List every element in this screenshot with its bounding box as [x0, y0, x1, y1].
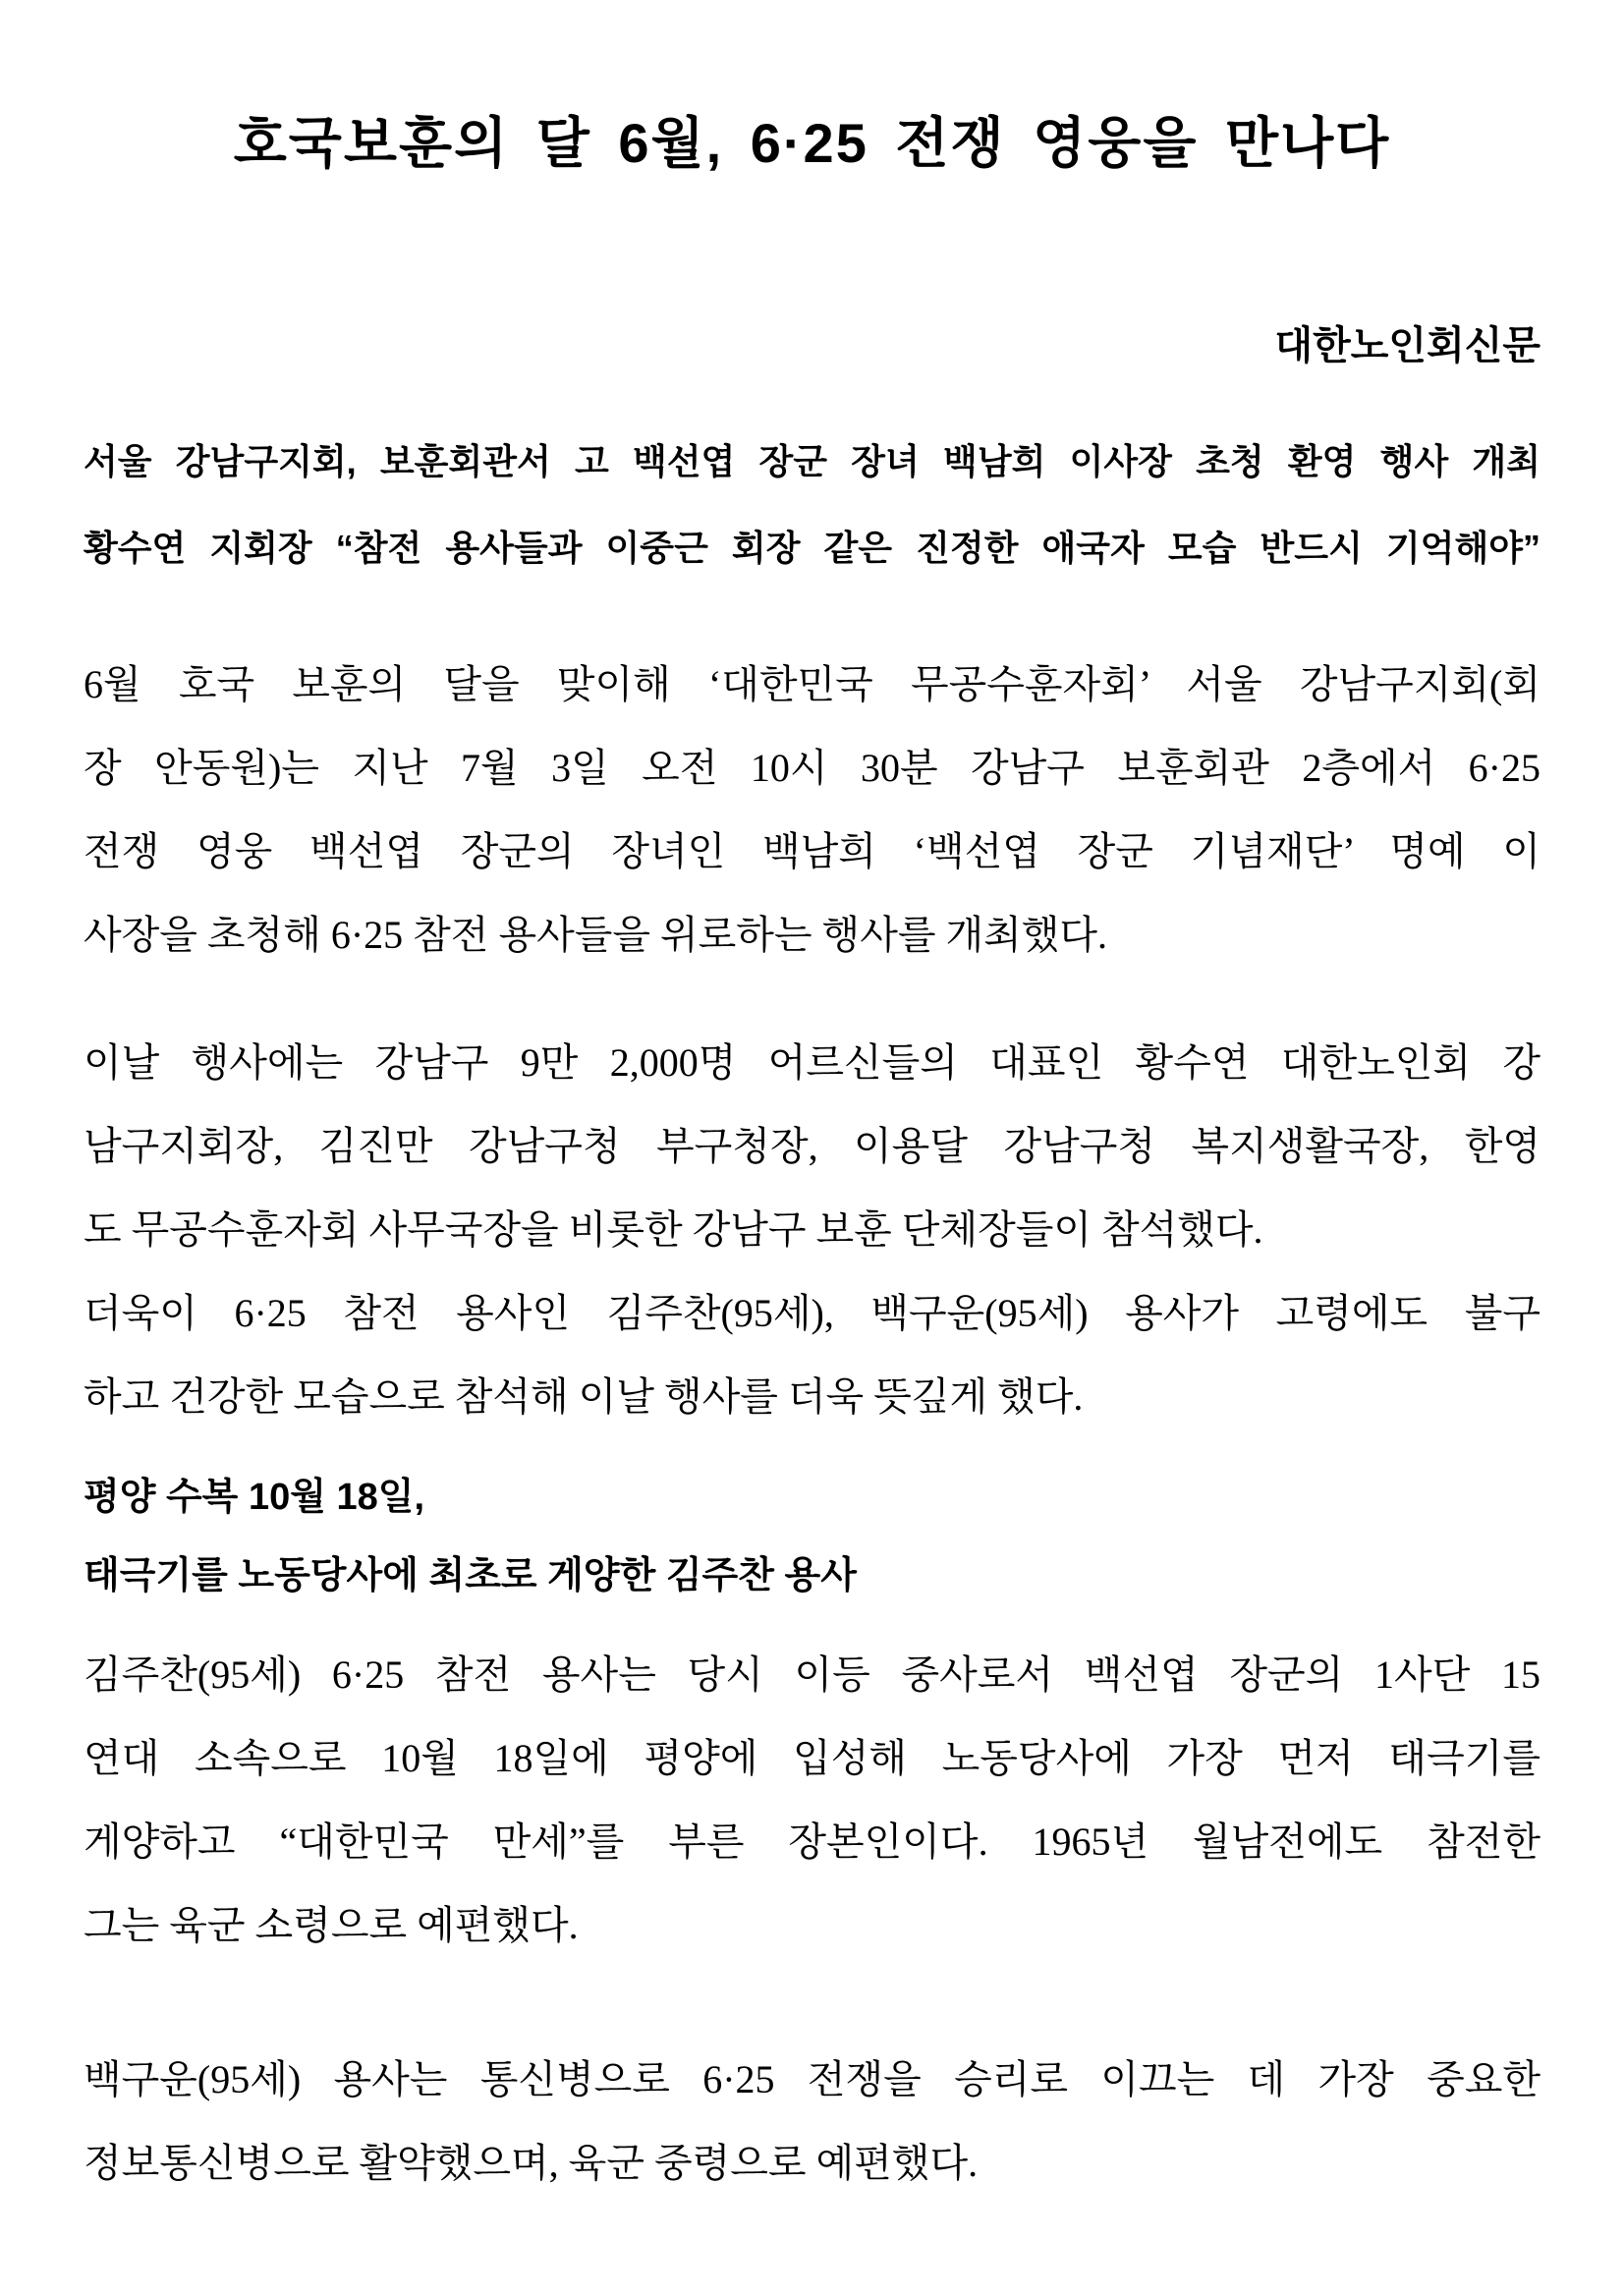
- paragraph-3: [84, 1271, 1540, 1438]
- body-line: 사장을 초청해 6·25 참전 용사들을 위로하는 행사를 개최했다.: [84, 913, 1108, 957]
- body-line: 백구운(95세) 용사는 통신병으로 6·25 전쟁을 승리로 이끄는 데 가장 중요한: [84, 2057, 1540, 2101]
- section-heading-line: 태극기를 노동당사에 최초로 게양한 김주찬 용사: [84, 1555, 857, 1596]
- newspaper-name: 대한노인회신문: [1274, 323, 1540, 367]
- lead-summary: [84, 419, 1540, 591]
- body-line: 더욱이 6·25 참전 용사인 김주찬(95세), 백구운(95세) 용사가 고령에도 불구: [84, 1291, 1540, 1335]
- body-line: 하고 건강한 모습으로 참석해 이날 행사를 더욱 뜻깊게 했다.: [84, 1374, 1084, 1419]
- lead-line: 서울 강남구지회, 보훈회관서 고 백선엽 장군 장녀 백남희 이사장 초청 환영 행사 개최: [84, 441, 1540, 481]
- body-line: 6월 호국 보훈의 달을 맞이해 ‘대한민국 무공수훈자회’ 서울 강남구지회(회: [84, 662, 1540, 706]
- article-title: 호국보훈의 달 6월, 6·25 전쟁 영웅을 만나다: [233, 112, 1391, 174]
- body-line: 전쟁 영웅 백선엽 장군의 장녀인 백남희 ‘백선엽 장군 기념재단’ 명예 이: [84, 829, 1540, 873]
- body-line: 연대 소속으로 10월 18일에 평양에 입성해 노동당사에 가장 먼저 태극기를: [84, 1736, 1540, 1780]
- body-line: 그는 육군 소령으로 예편했다.: [84, 1903, 579, 1947]
- paragraph-4: [84, 1633, 1540, 1967]
- lead-line: 황수연 지회장 “참전 용사들과 이중근 회장 같은 진정한 애국자 모습 반드시 기억해야”: [84, 528, 1540, 568]
- paragraph-2: [84, 1021, 1540, 1271]
- paragraph-5: [84, 2038, 1540, 2205]
- body-line: 도 무공수훈자회 사무국장을 비롯한 강남구 보훈 단체장들이 참석했다.: [84, 1207, 1263, 1252]
- body-line: 남구지회장, 김진만 강남구청 부구청장, 이용달 강남구청 복지생활국장, 한영: [84, 1124, 1540, 1168]
- body-line: 정보통신병으로 활약했으며, 육군 중령으로 예편했다.: [84, 2141, 979, 2185]
- section-heading: [84, 1458, 1540, 1615]
- body-line: 김주찬(95세) 6·25 참전 용사는 당시 이등 중사로서 백선엽 장군의 1사단 15: [84, 1652, 1540, 1697]
- body-line: 이날 행사에는 강남구 9만 2,000명 어르신들의 대표인 황수연 대한노인회 강: [84, 1040, 1540, 1085]
- body-line: 게양하고 “대한민국 만세”를 부른 장본인이다. 1965년 월남전에도 참전한: [84, 1819, 1540, 1864]
- section-heading-line: 평양 수복 10월 18일,: [84, 1477, 425, 1518]
- body-line: 장 안동원)는 지난 7월 3일 오전 10시 30분 강남구 보훈회관 2층에서 6·25: [84, 746, 1540, 790]
- paragraph-1: [84, 643, 1540, 977]
